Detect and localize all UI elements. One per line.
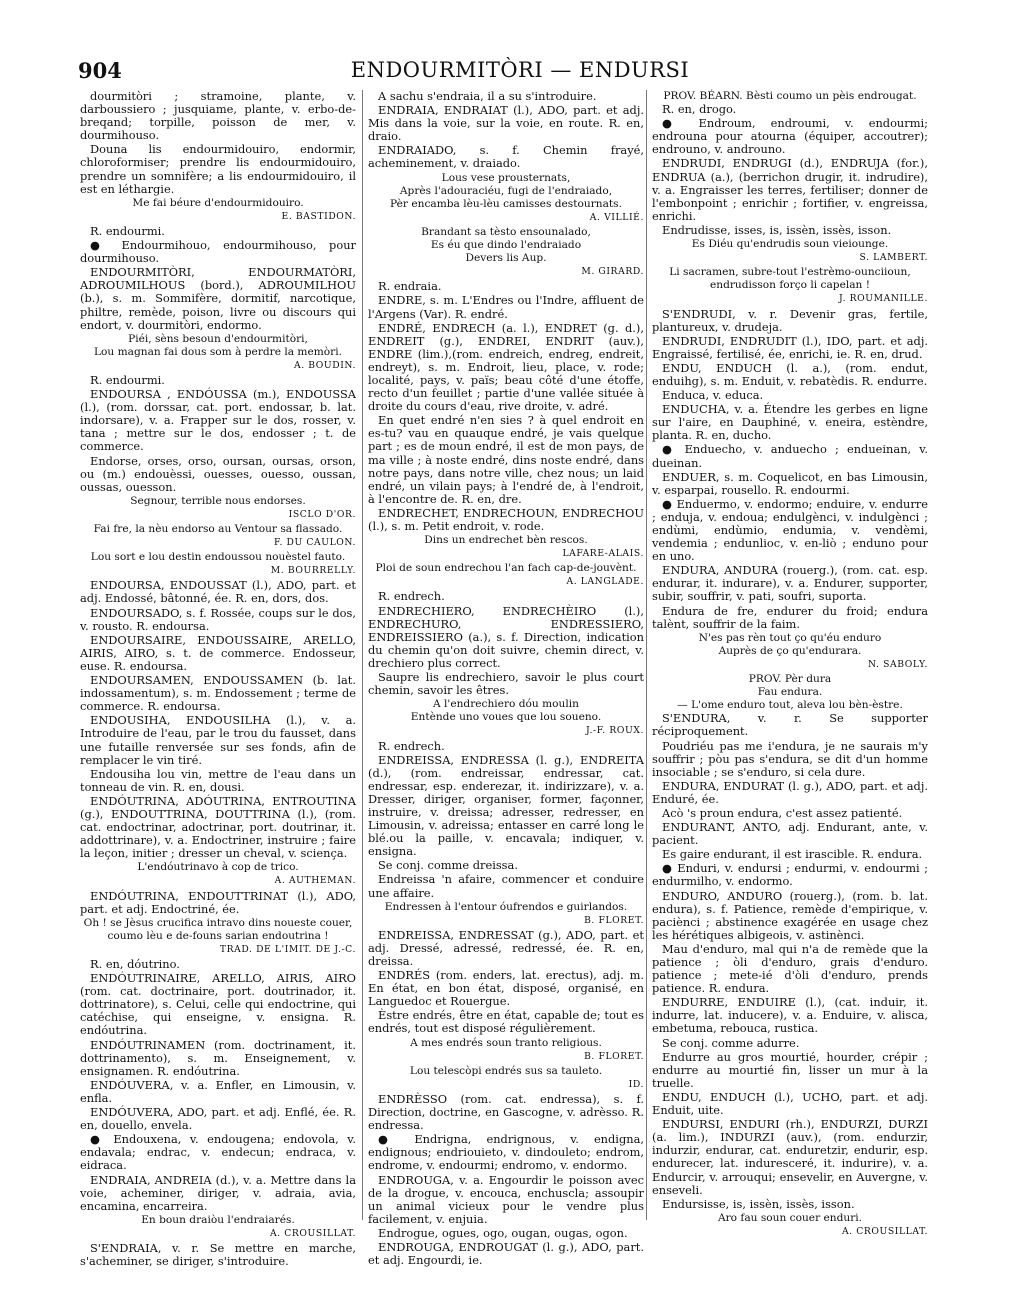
quotation-line: Lou magnan fai dous som à perdre la memòri. xyxy=(94,345,342,358)
dictionary-entry: Enduca, v. educa. xyxy=(662,388,764,403)
dictionary-entry: R. endraia. xyxy=(378,279,442,294)
dictionary-entry: ENDURA, ENDURAT (l. g.), ADO, part. et adj. Enduré, ée. xyxy=(652,778,928,806)
column-divider xyxy=(646,90,647,1220)
quotation-line: Après l'adouraciéu, fugi de l'endraiado, xyxy=(399,184,613,197)
dictionary-entry: ● Enduri, v. endursi ; endurmi, v. endourmi ; endurmilho, v. endormo. xyxy=(652,861,928,889)
quotation-line: Piéi, sèns besoun d'endourmitòri, xyxy=(128,332,308,345)
dictionary-entry: ENDOURSA, ENDOUSSAT (l.), ADO, part. et adj. Endossé, bâtonné, ée. R. en, dors, dos. xyxy=(80,578,356,606)
dictionary-entry: Endurre au gros mourtié, hourder, crépir ; endurre au mourtié fin, lisser un mur à la truelle. xyxy=(652,1049,928,1090)
quotation-line: PROV. Pèr dura xyxy=(748,673,832,686)
quotation-line: Brandant sa tèsto ensounalado, xyxy=(421,225,591,238)
column-divider xyxy=(362,90,363,1220)
quotation-line: Entènde uno voues que lou soueno. xyxy=(410,711,602,724)
quotation-line: Fau endura. xyxy=(757,686,823,699)
dictionary-entry: Endousiha lou vin, mettre de l'eau dans un tonneau de vin. R. en, dousi. xyxy=(80,766,356,794)
dictionary-entry: ENDOURSA , ENDÓUSSA (m.), ENDOUSSA (l.), (rom. dorssar, cat. port. endossar, b. lat. indorsare), v. a. Frapper sur le dos, rosser, v. tana ; mettre sur le dos, endosser ; t. de commerce. xyxy=(80,387,356,454)
dictionary-entry: ENDÓUTRINA, ENDOUTTRINAT (l.), ADO, part. et adj. Endoctriné, ée. xyxy=(80,888,356,916)
quotation-line: Segnour, terrible nous endorses. xyxy=(130,494,306,507)
author-credit: F. DU CAULON. xyxy=(273,537,356,549)
dictionary-entry: ENDURSI, ENDURI (rh.), ENDURZI, DURZI (a. lim.), INDURZI (auv.), (rom. endurzir, indurzir, endurar, cat. enduretzir, endurir, esp. endurecer, lat. induresceré, it. indurire), v. a. Endurcir, v. arrouqui; ensevelir, en Auvergne, v. enseveli. xyxy=(652,1117,928,1197)
dictionary-entry: dourmitòri ; stramoine, plante, v. darboussiero ; jusquiame, plante, v. erbo-de-breqand; torpille, poisson de mer, v. dourmihouso. xyxy=(80,89,356,143)
dictionary-entry: Saupre lis endrechiero, savoir le plus court chemin, savoir les êtres. xyxy=(368,670,644,698)
dictionary-entry: Endrogue, ogues, ogo, ougan, ougas, ogon. xyxy=(378,1225,628,1240)
author-credit: A. AUTHEMAN. xyxy=(274,875,356,887)
dictionary-entry: Acò 's proun endura, c'est assez patienté. xyxy=(662,805,903,820)
dictionary-entry: ENDROUGA, v. a. Engourdir le poisson avec de la drogue, v. encouca, enchuscla; assoupir un animal vicieux pour le vendre plus facilement, v. enjuia. xyxy=(368,1172,644,1226)
dictionary-entry: ● Enduermo, v. endormo; enduire, v. endurre ; enduja, v. endoua; endulgènci, v. indulgènci ; endùmi, endùmio, endumia, v. vendèmi, vendemia ; endunlioc, v. en-liò ; enduno pour en uno. xyxy=(652,496,928,564)
dictionary-entry: Endura de fre, endurer du froid; endura talènt, souffrir de la faim. xyxy=(652,603,928,631)
dictionary-entry: ENDRÈSSO (rom. cat. endressa), s. f. Direction, doctrine, en Gascogne, v. adrèsso. R. endressa. xyxy=(368,1091,644,1133)
dictionary-entry: ENDRÉS (rom. enders, lat. erectus), adj. m. En état, en bon état, disposé, organisé, en Languedoc et Rouergue. xyxy=(368,968,644,1009)
author-credit: LAFARE-ALAIS. xyxy=(562,548,644,560)
dictionary-entry: ENDOURMITÒRI, ENDOURMATÒRI, ADROUMILHOUS (bord.), ADROUMILHOU (b.), s. m. Sommifère, dormitif, narcotique, philtre, remède, poison, livre ou discours qui endort, v. dourmitòri, endormo. xyxy=(80,265,356,332)
dictionary-entry: ● Endroum, endroumi, v. endourmi; endrouna pour atourna (équiper, accoutrer); endrouno, v. androuno. xyxy=(652,116,928,157)
quotation-line: Dins un endrechet bèn rescos. xyxy=(424,534,588,547)
dictionary-entry: ENDUER, s. m. Coquelicot, en bas Limousin, v. esparpai, rousello. R. endourmi. xyxy=(652,469,928,497)
author-credit: A. LANGLADE. xyxy=(566,576,644,588)
dictionary-entry: S'ENDRUDI, v. r. Devenir gras, fertile, plantureux, v. drudeja. xyxy=(652,306,928,334)
author-credit: TRAD. DE L'IMIT. DE J.-C. xyxy=(219,943,356,955)
page-header xyxy=(78,58,962,88)
author-credit: E. BASTIDON. xyxy=(281,210,356,222)
dictionary-entry: R. en, drogo. xyxy=(662,102,737,117)
quotation-line: Fai fre, la nèu endorso au Ventour sa flassado. xyxy=(93,523,343,535)
dictionary-entry: S'ENDURA, v. r. Se supporter réciproquement. xyxy=(652,711,928,739)
dictionary-entry: En quet endré n'en sies ? à quel endroit en es-tu? vau en quauque endré, je vais quelque part ; es de moun endré, il est de mon pays, de ma ville ; à noste endré, dins noste endré, dans notre pays, dans notre ville, chez nous; un laid endré, un vilain pays; à l'endré de, à l'endroit, à l'encontre de. R. en, dre. xyxy=(368,413,644,506)
dictionary-entry: ENDOURSADO, s. f. Rossée, coups sur le dos, v. rousto. R. endoursa. xyxy=(80,605,356,633)
dictionary-entry: ENDRAIADO, s. f. Chemin frayé, acheminement, v. draiado. xyxy=(368,143,644,171)
quotation-line: N'es pas rèn tout ço qu'éu enduro xyxy=(698,631,882,644)
running-head: ENDOURMITÒRI — ENDURSI xyxy=(350,58,690,82)
column-3 xyxy=(652,90,928,1260)
dictionary-entry: Se conj. comme dreissa. xyxy=(378,858,518,873)
dictionary-entry: Poudriéu pas me i'endura, je ne saurais m'y souffrir ; pòu pas s'endura, se dit d'un homme insociable ; se s'enduro, si cela dure. xyxy=(652,738,928,779)
dictionary-entry: R. endrech. xyxy=(378,738,445,753)
dictionary-entry: S'ENDRAIA, v. r. Se mettre en marche, s'acheminer, se diriger, s'introduire. xyxy=(80,1240,356,1269)
dictionary-entry: Endreissa 'n afaire, commencer et conduire une affaire. xyxy=(368,872,644,900)
dictionary-entry: A sachu s'endraia, il a su s'introduire. xyxy=(378,89,597,103)
dictionary-entry: R. endourmi. xyxy=(90,223,165,238)
dictionary-entry: ENDURANT, ANTO, adj. Endurant, ante, v. pacient. xyxy=(652,820,928,848)
quotation-line: Lou telescòpi endrés sus sa tauleto. xyxy=(409,1064,603,1077)
dictionary-entry: Endorse, orses, orso, oursan, oursas, orson, ou (m.) endouèssi, ouesses, ouesso, oussan, oussas, ouesson. xyxy=(80,453,356,494)
dictionary-entry: ● Enduecho, v. anduecho ; endueinan, v. dueinan. xyxy=(652,442,928,470)
author-credit: ISCLO D'OR. xyxy=(288,508,356,520)
author-credit: N. SABOLY. xyxy=(868,658,928,670)
author-credit: A. BOUDIN. xyxy=(293,359,356,371)
author-credit: M. BOURRELLY. xyxy=(270,565,356,577)
dictionary-entry: ENDUCHA, v. a. Étendre les gerbes en ligne sur l'aire, en Dauphiné, v. eneira, estèndre, planta. R. en, ducho. xyxy=(652,402,928,443)
dictionary-entry: ENDÓUTRINAIRE, ARELLO, AIRIS, AIRO (rom. cat. doctrinaire, port. doutrinador, it. dottrinatore), s. Celui, celle qui endoctrine, qui catéchise, qui enseigne, v. ensigna. R. endóutrina. xyxy=(80,971,356,1038)
dictionary-entry: Mau d'enduro, mal qui n'a de remède que la patience ; òli d'enduro, grais d'enduro. patience ; mete-ié d'òli d'enduro, prends patience. R. endura. xyxy=(652,941,928,996)
quotation-line: Me fai béure d'endourmidouiro. xyxy=(132,196,304,209)
dictionary-entry: ENDÓUVERA, v. a. Enfler, en Limousin, v. enfla. xyxy=(80,1077,356,1105)
column-2 xyxy=(368,89,644,1268)
author-credit: S. LAMBERT. xyxy=(859,252,928,264)
quotation-line: Oh ! se Jèsus crucifica intravo dins noueste couer, coumo lèu e de-founs sarian endoutrina ! xyxy=(83,916,353,942)
quotation-line: L'endóutrinavo à cop de trico. xyxy=(137,861,299,874)
dictionary-entry: R. endourmi. xyxy=(90,372,165,387)
dictionary-entry: ENDRUDI, ENDRUDIT (l.), IDO, part. et adj. Engraissé, fertilisé, ée, enrichi, ie. R. en, drud. xyxy=(652,333,928,361)
dictionary-entry: ENDRAIA, ENDRAIAT (l.), ADO, part. et adj. Mis dans la voie, sur la voie, en route. R. en, draio. xyxy=(368,103,644,144)
dictionary-entry: ENDURA, ANDURA (rouerg.), (rom. cat. esp. endurar, it. indurare), v. a. Endurer, supporter, subir, souffrir, v. pati, soufri, suporta. xyxy=(652,563,928,604)
dictionary-entry: Douna lis endourmidouiro, endormir, chloroformiser; prendre lis endourmidouiro, prendre un somnifère; a lis endourmidouiro, il est en léthargie. xyxy=(80,142,356,196)
dictionary-entry: ENDRECHIERO, ENDRECHÈIRO (l.), ENDRECHURO, ENDRESSIERO, ENDREISSIERO (a.), s. f. Direction, indication du chemin qu'on doit suivre, chemin direct, v. drechiero plus correct. xyxy=(368,603,644,670)
author-credit: J.-F. ROUX. xyxy=(585,725,644,737)
dictionary-entry: Endrudisse, isses, is, issèn, issès, isson. xyxy=(662,222,892,237)
quotation-line: Devers lis Aup. xyxy=(465,252,547,265)
dictionary-entry: ENDÓUTRINAMEN (rom. doctrinament, it. dottrinamento), s. m. Enseignement, v. ensignamen. R. endóutrina. xyxy=(80,1037,356,1078)
dictionary-entry: ENDREISSA, ENDRESSAT (g.), ADO, part. et adj. Dressé, adressé, redressé, ée. R. en, dreissa. xyxy=(368,927,644,968)
page-number: 904 xyxy=(78,58,122,83)
dictionary-entry: ENDREISSA, ENDRESSA (l. g.), ENDREITA (d.), (rom. endreissar, endressar, cat. endressar, esp. enderezar, it. indirizzare), v. a. Dresser, diriger, organiser, former, façonner, instruire, v. dreissa; adresser, redresser, en Limousin, v. adreissa; entasser en carré long le blé.ou la paille, v. encavala; indiquer, v. ensigna. xyxy=(368,752,644,859)
author-credit: J. ROUMANILLE. xyxy=(839,293,928,305)
quotation-line: Lous vese prousternats, xyxy=(441,171,571,184)
dictionary-entry: ENDURO, ANDURO (rouerg.), (rom. b. lat. endura), s. f. Patience, remède d'empirique, v. paciènci ; abstinence exagérée en usage chez les hérétiques albigeois, v. astinènci. xyxy=(652,888,928,942)
dictionary-entry: ENDOURSAMEN, ENDOUSSAMEN (b. lat. indossamentum), s. m. Endossement ; terme de commerce. R. endoursa. xyxy=(80,673,356,714)
author-credit: B. FLORET. xyxy=(584,1050,644,1062)
dictionary-entry: ENDURRE, ENDUIRE (l.), (cat. induir, it. indurre, lat. inducere), v. a. Enduire, v. alisca, embetuma, rebouca, rustica. xyxy=(652,995,928,1036)
dictionary-entry: Endursisse, is, issèn, issès, isson. xyxy=(662,1196,855,1211)
quotation-line: Pèr encamba lèu-lèu camisses destournats. xyxy=(390,197,622,210)
quotation-line: PROV. BÉARN. Bèsti coumo un pèis endrougat. xyxy=(663,90,917,102)
dictionary-entry: Èstre endrés, être en état, capable de; tout es endrés, tout est disposé régulièrement. xyxy=(368,1008,644,1036)
author-credit: M. GIRARD. xyxy=(581,266,644,278)
author-credit: A. CROUSILLAT. xyxy=(269,1227,356,1239)
author-credit: A. VILLIÉ. xyxy=(589,211,644,223)
quotation-line: Es Diéu qu'endrudis soun vieiounge. xyxy=(691,238,889,251)
quotation-line: Aro fau soun couer enduri. xyxy=(717,1211,863,1224)
dictionary-entry: Se conj. comme adurre. xyxy=(662,1035,800,1050)
quotation-line: Auprès de ço qu'endurara. xyxy=(718,644,862,657)
quotation-line: Endressen à l'entour óufrendos e guirlandos. xyxy=(384,900,628,913)
dictionary-entry: ● Endrigna, endrignous, v. endigna, endignous; endriouieto, v. dindouleto; endrom, endrome, v. endourmi; endromo, v. endormo. xyxy=(368,1132,644,1173)
quotation-line: — L'ome enduro tout, aleva lou bèn-èstre. xyxy=(677,699,903,712)
quotation-line: Ploi de soun endrechou l'an fach cap-de-jouvènt. xyxy=(375,562,637,575)
dictionary-entry: ENDROUGA, ENDROUGAT (l. g.), ADO, part. et adj. Engourdi, ie. xyxy=(368,1239,644,1268)
dictionary-entry: ENDOUSIHA, ENDOUSILHA (l.), v. a. Introduire de l'eau, par le trou du fausset, dans une futaille renversée sur ses fonds, afin de remplacer le vin tiré. xyxy=(80,713,356,767)
author-credit: ID. xyxy=(628,1078,644,1090)
quotation-line: A mes endrés soun tranto religious. xyxy=(410,1036,602,1049)
dictionary-entry: ENDU, ENDUCH (l. a.), (rom. endut, enduihg), s. m. Enduit, v. rebatèdis. R. endurre. xyxy=(652,360,928,388)
dictionary-entry: ENDRECHET, ENDRECHOUN, ENDRECHOU (l.), s. m. Petit endroit, v. rode. xyxy=(368,505,644,533)
dictionary-entry: ENDRÉ, ENDRECH (a. l.), ENDRET (g. d.), ENDREIT (g.), ENDREI, ENDRIT (auv.), ENDRE (lim.),(rom. endreich, endreg, endreit, endreyt), s. m. Endroit, lieu, place, v. rode; localité, pays, v. païs; beau côté d'une étoffe, recto d'un feuillet ; partie d'une vallée située à droite du cours d'eau, rive droite, v. adré. xyxy=(368,320,644,414)
dictionary-entry: R. endrech. xyxy=(378,589,445,604)
dictionary-entry: ENDRAIA, ANDREIA (d.), v. a. Mettre dans la voie, acheminer, diriger, v. adraia, avia, encamina, encarreira. xyxy=(80,1172,356,1213)
dictionary-entry: ENDRE, s. m. L'Endres ou l'Indre, affluent de l'Argens (Var). R. endré. xyxy=(368,293,644,321)
author-credit: B. FLORET. xyxy=(584,914,644,926)
dictionary-entry: ENDRUDI, ENDRUGI (d.), ENDRUJA (for.), ENDRUA (a.), (berrichon drugir, it. indrudire), v. a. Engraisser les terres, fertiliser; donner de l'embonpoint ; enrichir ; fortifier, v. engreissa, enrichi. xyxy=(652,156,928,223)
quotation-line: Lou sort e lou destin endoussou nouèstel fauto. xyxy=(90,551,346,564)
author-credit: A. CROUSILLAT. xyxy=(841,1225,928,1237)
quotation-line: A l'endrechiero dóu moulin xyxy=(433,698,579,711)
dictionary-entry: ENDÓUTRINA, ADÓUTRINA, ENTROUTINA (g.), ENDOUTTRINA, DOUTTRINA (l.), (rom. cat. endoctrinar, adoctrinar, port. doutrinar, it. addottrinare), v. a. Endoctriner, instruire ; faire la leçon, initier ; dresser un cheval, v. sciença. xyxy=(80,793,356,861)
dictionary-entry: Es gaire endurant, il est irascible. R. endura. xyxy=(662,847,923,862)
dictionary-entry: ● Endourmihouo, endourmihouso, pour dourmihouso. xyxy=(80,238,356,266)
quotation-line: Es éu que dindo l'endraiado xyxy=(430,239,582,252)
column-1 xyxy=(80,89,356,1269)
dictionary-entry: R. en, dóutrino. xyxy=(90,957,180,971)
dictionary-entry: ENDU, ENDUCH (l.), UCHO, part. et adj. Enduit, uite. xyxy=(652,1089,928,1118)
dictionary-entry: ENDÓUVERA, ADO, part. et adj. Enflé, ée. R. en, douello, envela. xyxy=(80,1105,356,1133)
dictionary-entry: ENDOURSAIRE, ENDOUSSAIRE, ARELLO, AIRIS, AIRO, s. t. de commerce. Endosseur, euse. R. endoursa. xyxy=(80,632,356,673)
quotation-line: En boun draiòu l'endraiarés. xyxy=(141,1213,295,1226)
quotation-line: Li sacramen, subre-tout l'estrèmo-ounciioun, endrudisson forço li capelan ! xyxy=(669,266,911,292)
dictionary-entry: ● Endouxena, v. endougena; endovola, v. endavala; endrac, v. endecun; endraca, v. eidraca. xyxy=(80,1132,356,1173)
